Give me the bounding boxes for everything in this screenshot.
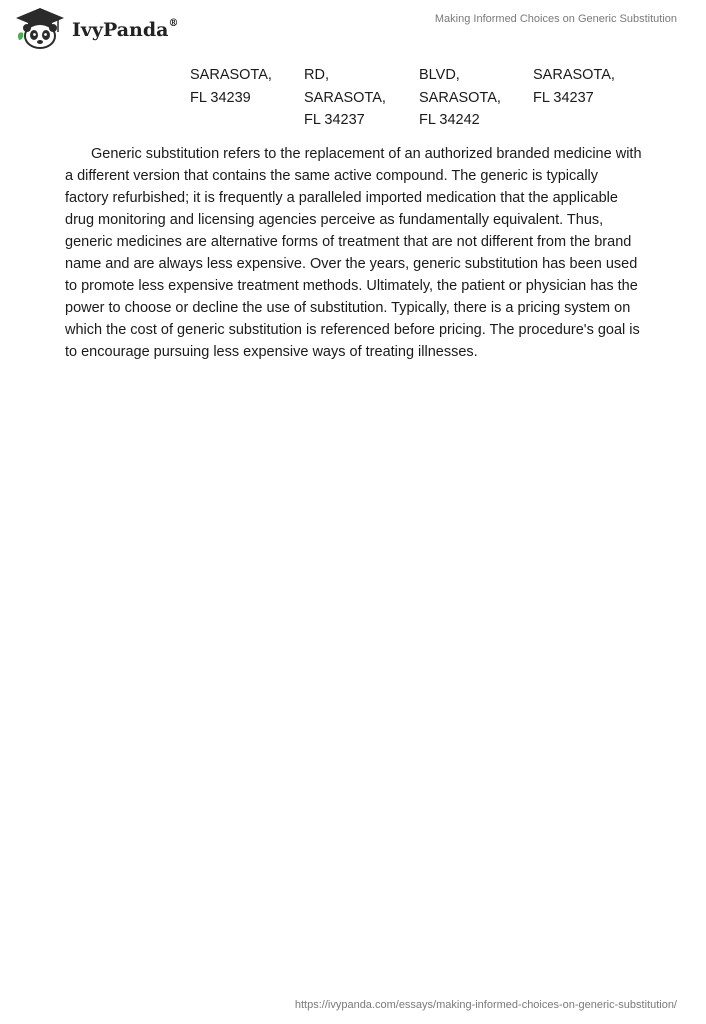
address-line: SARASOTA,	[190, 67, 272, 83]
address-line: FL 34237	[304, 112, 365, 128]
address-line: FL 34237	[533, 89, 594, 106]
address-line: FL 34239	[190, 89, 251, 106]
address-line: SARASOTA,	[304, 89, 386, 106]
brand-name: IvyPanda®	[72, 17, 179, 41]
site-logo[interactable]	[14, 6, 178, 50]
address-column	[190, 64, 302, 109]
address-line: BLVD,	[419, 67, 460, 83]
address-column	[533, 64, 645, 109]
address-column	[304, 64, 416, 132]
address-column	[419, 64, 531, 132]
panda-graduation-cap-icon	[14, 6, 66, 50]
address-line: FL 34242	[419, 112, 480, 128]
registered-mark: ®	[168, 17, 179, 29]
address-line: SARASOTA,	[533, 67, 615, 83]
document-title: Making Informed Choices on Generic Substitution	[434, 13, 677, 25]
source-url[interactable]: https://ivypanda.com/essays/making-informed-choices-on-generic-substitution/	[294, 999, 677, 1011]
body-paragraph: Generic substitution refers to the replacement of an authorized branded medicine with a different version that contains the same active compound. The generic is typically factory refurbished; it is frequently a paralleled imported medication that the applicable drug monitoring and licensing agencies perceive as fundamentally equivalent. Thus, generic medicines are alternative forms of treatment that are not different from the brand name and are always less expensive. Over the years, generic substitution has been used to promote less expensive treatment methods. Ultimately, the patient or physician has the power to choose or decline the use of substitution. Typically, there is a pricing system on which the cost of generic substitution is referenced before pricing. The procedure's goal is to encourage pursuing less expensive ways of treating illnesses.	[65, 146, 642, 360]
address-line: SARASOTA,	[419, 89, 501, 106]
address-line: RD,	[304, 67, 329, 83]
